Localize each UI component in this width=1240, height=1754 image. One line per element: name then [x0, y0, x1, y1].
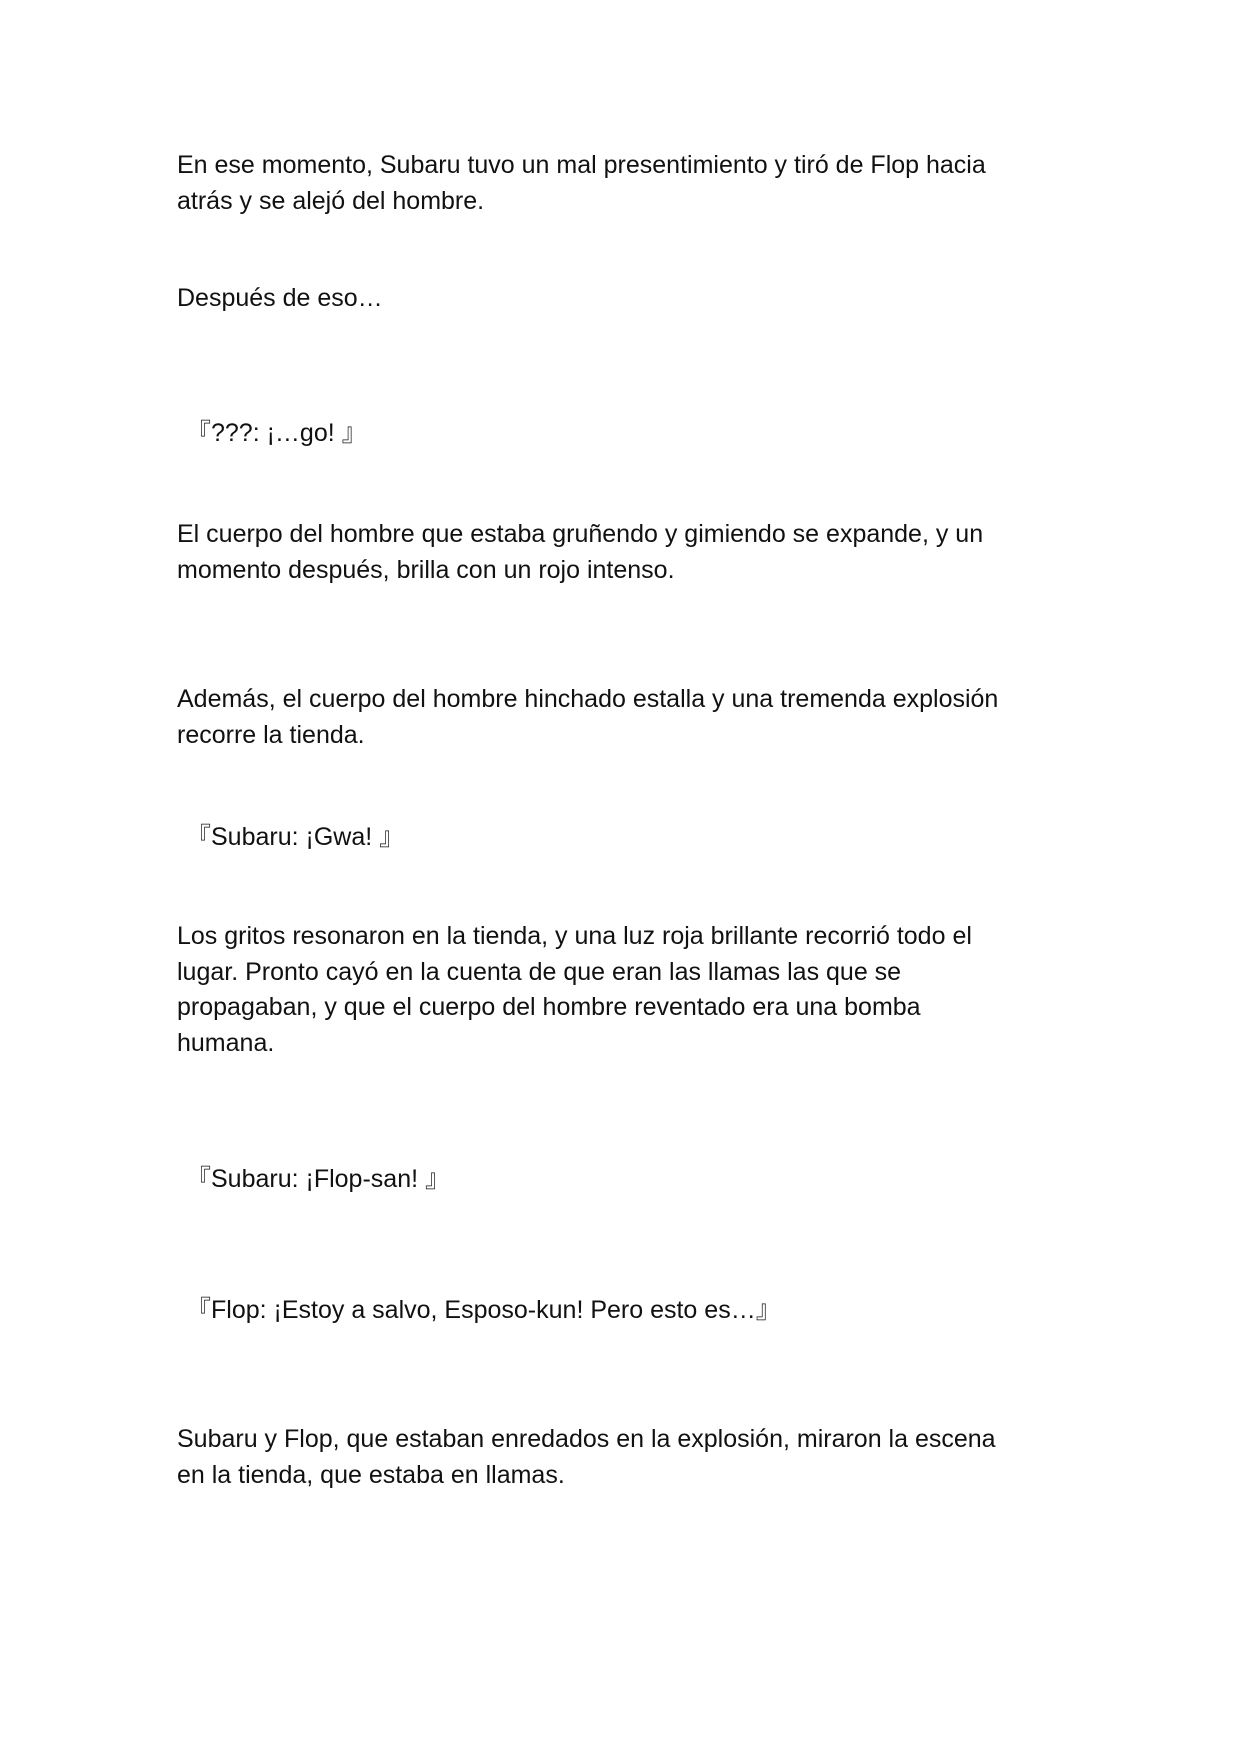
paragraph-dialogue [186, 1162, 1086, 1198]
text-line: 『Flop: ¡Estoy a salvo, Esposo-kun! Pero esto es…』 [186, 1296, 781, 1324]
paragraph-narration [177, 1422, 1077, 1493]
paragraph-narration [177, 517, 1077, 588]
text-line: momento después, brilla con un rojo intenso. [177, 555, 675, 584]
paragraph-narration [177, 148, 1077, 219]
text-line: atrás y se alejó del hombre. [177, 186, 485, 215]
text-line: Subaru y Flop, que estaban enredados en la explosión, miraron la escena [177, 1425, 996, 1453]
text-line: En ese momento, Subaru tuvo un mal presentimiento y tiró de Flop hacia [177, 151, 986, 179]
text-line: Además, el cuerpo del hombre hinchado estalla y una tremenda explosión [177, 685, 999, 713]
text-line: El cuerpo del hombre que estaba gruñendo y gimiendo se expande, y un [177, 520, 984, 548]
text-line: recorre la tienda. [177, 720, 365, 749]
paragraph-narration [177, 682, 1077, 753]
paragraph-dialogue [186, 1293, 1086, 1329]
text-line: 『Subaru: ¡Gwa! 』 [186, 823, 405, 851]
text-line: Los gritos resonaron en la tienda, y una luz roja brillante recorrió todo el [177, 922, 972, 950]
text-line: Después de eso… [177, 284, 383, 312]
paragraph-dialogue [186, 416, 1086, 452]
text-line: en la tienda, que estaba en llamas. [177, 1460, 565, 1489]
paragraph-narration [177, 919, 1077, 1061]
text-line: humana. [177, 1028, 275, 1057]
text-line: 『Subaru: ¡Flop-san! 』 [186, 1165, 450, 1193]
paragraph-narration [177, 281, 1077, 317]
text-line: 『???: ¡…go! 』 [186, 419, 367, 447]
text-line: lugar. Pronto cayó en la cuenta de que eran las llamas las que se [177, 957, 902, 986]
paragraph-dialogue [186, 820, 1086, 856]
text-line: propagaban, y que el cuerpo del hombre reventado era una bomba [177, 993, 921, 1021]
